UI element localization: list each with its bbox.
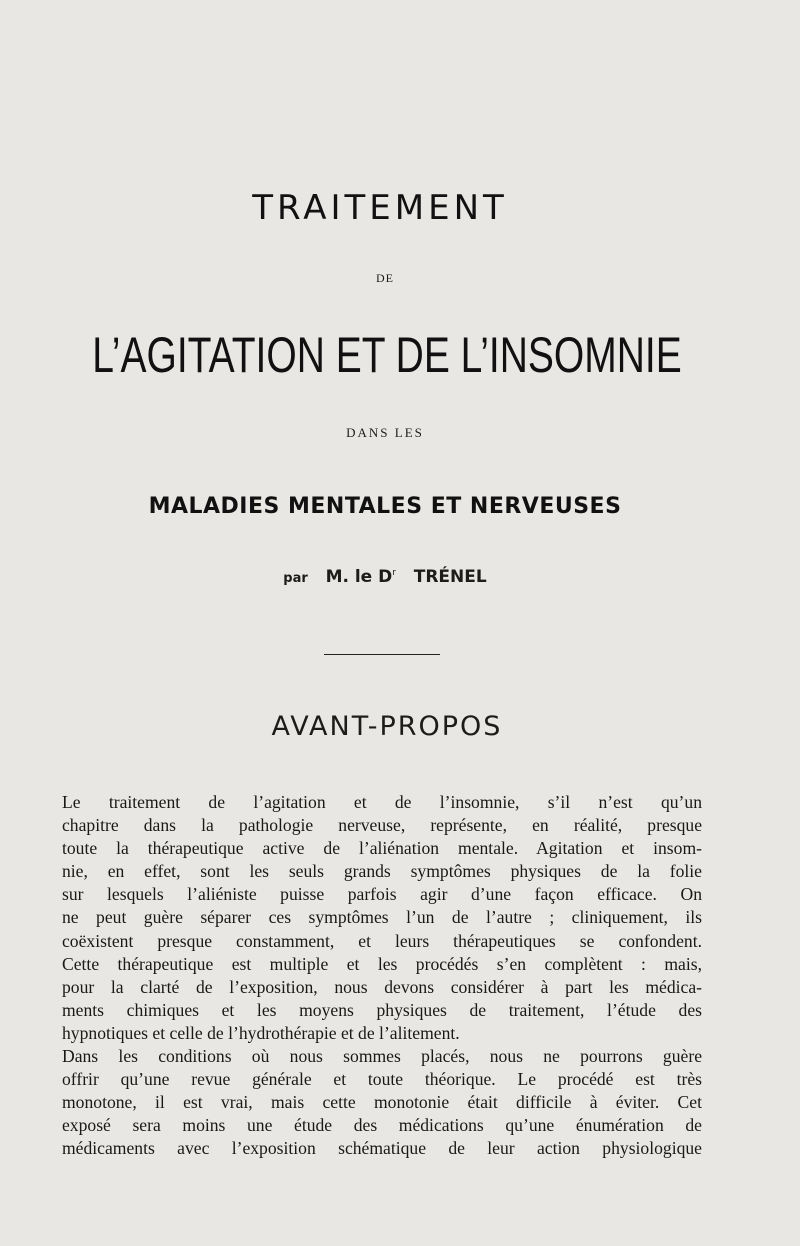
body-line: hypnotiques et celle de l’hydrothérapie et de l’alitement. — [62, 1022, 460, 1043]
body-line: coëxistent presque constamment, et leurs thérapeutiques se confondent. — [62, 930, 702, 951]
body-line: nie, en effet, sont les seuls grands symptômes physiques de la folie — [62, 861, 702, 882]
main-title: L’AGITATION ET DE L’INSOMNIE — [92, 327, 682, 383]
body-line: chapitre dans la pathologie nerveuse, représente, en réalité, presque — [62, 815, 702, 836]
body-line: Dans les conditions où nous sommes placés, nous ne pourrons guère — [62, 1046, 702, 1067]
body-line: médicaments avec l’exposition schématique de leur action physiologique — [62, 1138, 702, 1159]
author-name: TRÉNEL — [413, 567, 487, 587]
author-par: par — [283, 571, 308, 586]
body-line: toute la thérapeutique active de l’aliénation mentale. Agitation et insom- — [62, 838, 702, 859]
body-line: offrir qu’une revue générale et toute théorique. Le procédé est très — [62, 1069, 702, 1090]
body-line: pour la clarté de l’exposition, nous devons considérer à part les médica- — [62, 976, 702, 997]
author-line — [0, 567, 770, 587]
section-title: AVANT-PROPOS — [271, 711, 503, 742]
author-name-prefix: M. le D — [325, 567, 393, 587]
body-line: Cette thérapeutique est multiple et les procédés s’en complètent : mais, — [62, 953, 702, 974]
body-line: Le traitement de l’agitation et de l’insomnie, s’il n’est qu’un — [62, 792, 702, 812]
book-title: TRAITEMENT — [252, 188, 508, 228]
body-text — [62, 791, 702, 1161]
body-line: ments chimiques et les moyens physiques de traitement, l’étude des — [62, 999, 702, 1020]
body-line: sur lesquels l’aliéniste puisse parfois agir d’une façon efficace. On — [62, 884, 702, 905]
title-connector-dans: DANS LES — [346, 425, 424, 440]
title-connector-de: DE — [376, 271, 394, 285]
author-title-superscript: r — [392, 568, 396, 578]
body-line: exposé sera moins une étude des médications qu’une énumération de — [62, 1115, 702, 1136]
divider-rule — [324, 654, 440, 655]
subtitle: MALADIES MENTALES ET NERVEUSES — [148, 494, 622, 519]
body-line: ne peut guère séparer ces symptômes l’un de l’autre ; cliniquement, ils — [62, 907, 702, 928]
body-line: monotone, il est vrai, mais cette monotonie était difficile à éviter. Cet — [62, 1092, 702, 1113]
